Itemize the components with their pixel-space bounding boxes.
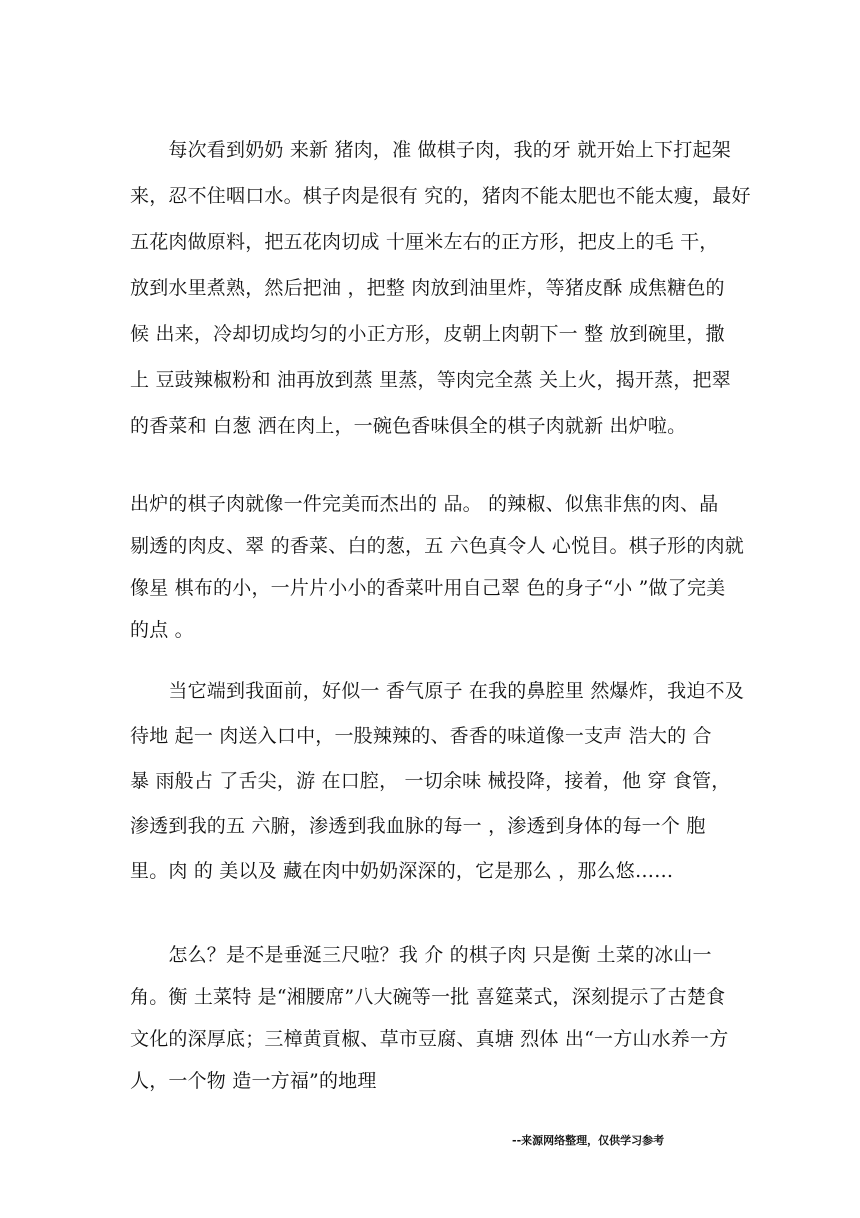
text-line: 渗透到我的五 六腑，渗透到我血脉的每一 ，渗透到身体的每一个 胞	[130, 815, 706, 837]
text-line: 出炉的棋子肉就像一件完美而杰出的 品。 的辣椒、似焦非焦的肉、晶	[130, 493, 719, 515]
text-line: 角。衡 土菜特 是“湘腰席”八大碗等一批 喜筵菜式，深刻提示了古楚食	[130, 986, 726, 1008]
text-line: 像星 棋布的小，一片片小小的香菜叶用自己翠 色的身子“小 ”做了完美	[130, 577, 726, 599]
text-line: 里。肉 的 美以及 藏在肉中奶奶深深的，它是那么 ，那么悠……	[130, 860, 674, 882]
paragraph-4	[130, 946, 730, 1091]
text-line: 每次看到奶奶 来新 猪肉，准 做棋子肉，我的牙 就开始上下打起架	[130, 139, 731, 161]
text-line: 待地 起一 肉送入口中，一股辣辣的、香香的味道像一支声 浩大的 合	[130, 725, 712, 747]
source-footer: --来源网络整理，仅供学习参考	[512, 1134, 665, 1147]
text-line: 五花肉做原料，把五花肉切成 十厘米左右的正方形，把皮上的毛 干，	[130, 231, 719, 253]
text-line: 上 豆豉辣椒粉和 油再放到蒸 里蒸，等肉完全蒸 关上火，揭开蒸，把翠	[130, 369, 731, 391]
text-line: 怎么？是不是垂涎三尺啦？我 介 的棋子肉 只是衡 土菜的冰山一	[130, 944, 712, 966]
text-line: 来，忍不住咽口水。棋子肉是很有 究的，猪肉不能太肥也不能太瘦，最好	[130, 185, 751, 207]
text-line: 文化的深厚底；三樟黄貢椒、草市豆腐、真塘 烈体 出“一方山水养一方	[130, 1028, 729, 1050]
text-line: 剔透的肉皮、翠 的香菜、白的葱，五 六色真令人 心悦目。棋子形的肉就	[130, 535, 744, 557]
text-line: 人，一个物 造一方福”的地理	[130, 1070, 377, 1092]
text-line: 候 出来，冷却切成均匀的小正方形，皮朝上肉朝下一 整 放到碗里，撒	[130, 323, 725, 345]
paragraph-1	[130, 139, 751, 437]
paragraph-2	[130, 493, 744, 641]
paragraph-3	[130, 680, 744, 882]
text-line: 当它端到我面前，好似一 香气原子 在我的鼻腔里 然爆炸，我迫不及	[130, 680, 744, 702]
text-line: 放到水里煮熟，然后把油 ，把整 肉放到油里炸，等猪皮酥 成焦糖色的	[130, 277, 725, 299]
text-line: 的点 。	[130, 619, 194, 641]
text-line: 暴 雨般占 了舌尖，游 在口腔， 一切余味 械投降，接着，他 穿 食管，	[130, 770, 731, 792]
text-line: 的香菜和 白葱 洒在肉上，一碗色香味俱全的棋子肉就新 出炉啦。	[130, 415, 687, 437]
